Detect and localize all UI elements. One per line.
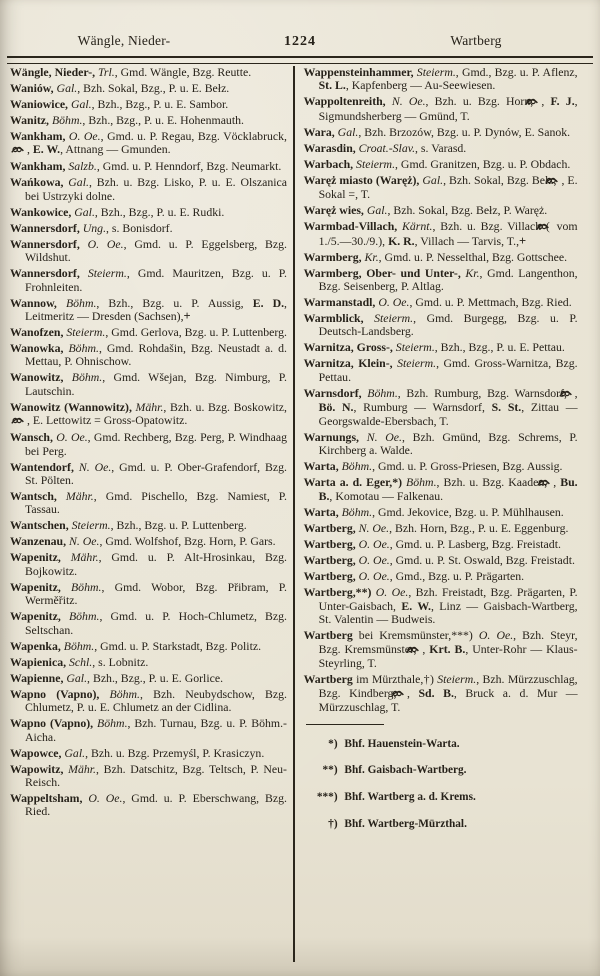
province-abbrev: Gal. bbox=[334, 124, 359, 139]
entry-text: , Bzh., Bzg., P. u. E. Hohenmauth. bbox=[82, 113, 244, 127]
gazetteer-entry bbox=[10, 672, 287, 685]
entry-text: , bbox=[406, 685, 419, 700]
entry-text: , Bzh., Bzg., P. u. E. Sambor. bbox=[91, 97, 229, 111]
gazetteer-entry bbox=[10, 238, 287, 265]
gazetteer-entry bbox=[10, 160, 287, 173]
entry-headword: Warmberg, bbox=[303, 249, 362, 264]
entry-text: , Bzh. Freistadt, Bzg. Prägarten, P. Unter-Gaisbach, bbox=[318, 585, 578, 613]
gazetteer-entry bbox=[10, 66, 287, 79]
gazetteer-entry bbox=[10, 326, 287, 339]
gazetteer-entry bbox=[10, 490, 287, 517]
entry-text: , Bzh., Bzg., P. u. E. Pettau. bbox=[434, 340, 565, 355]
entry-text: , Gmd. u. P. Alt-Hrosinkau, Bzg. Bojkowitz. bbox=[25, 550, 288, 578]
entry-headword: E. D. bbox=[252, 295, 285, 310]
entry-headword: Waręż wies, bbox=[303, 203, 364, 218]
entry-text: , s. Lobnitz. bbox=[92, 654, 149, 669]
province-abbrev: O. Oe. bbox=[79, 236, 124, 251]
entry-headword: Wanowitz, bbox=[10, 370, 64, 385]
province-abbrev: Kärnt. bbox=[397, 219, 433, 234]
entry-text: , Gmd., Bzg. u. P. Prägarten. bbox=[389, 569, 525, 584]
gazetteer-entry bbox=[10, 401, 287, 429]
entry-headword: Wansch, bbox=[10, 430, 53, 445]
province-abbrev: O. Oe. bbox=[375, 295, 410, 310]
entry-headword: Warmbad-Villach, bbox=[303, 219, 398, 234]
province-abbrev: Böhm. bbox=[93, 716, 128, 731]
footnotes-block bbox=[304, 724, 578, 832]
gazetteer-entry bbox=[304, 126, 578, 139]
entry-text: , bbox=[27, 142, 33, 157]
gazetteer-entry bbox=[10, 610, 287, 637]
province-abbrev: O. Oe. bbox=[355, 553, 390, 568]
gazetteer-entry bbox=[304, 673, 578, 714]
gazetteer-entry bbox=[10, 222, 287, 235]
entry-text: , Gmd. u. P. Eberschwang, Bzg. Ried. bbox=[25, 790, 287, 819]
gazetteer-entry bbox=[304, 522, 578, 535]
entry-text: , Bzh. Sokal, Bzg. Bełz, bbox=[443, 172, 560, 187]
province-abbrev: Steierm. bbox=[79, 266, 127, 281]
entry-headword: Warmblick, bbox=[303, 311, 364, 326]
entry-text: bei Kremsmünster,***) bbox=[352, 628, 473, 643]
province-abbrev: Gal. bbox=[71, 204, 95, 219]
gazetteer-entry bbox=[10, 206, 287, 219]
cross-mark: + bbox=[519, 233, 527, 248]
entry-headword: Wapenitz, bbox=[10, 579, 61, 594]
entry-text: , Gmd. Rohdašin, Bzg. Neustadt a. d. Mettau, P. Ohnischow. bbox=[25, 341, 288, 369]
gazetteer-entry bbox=[304, 174, 578, 202]
entry-text: , Gmd. Wängle, Bzg. Reutte. bbox=[114, 65, 252, 79]
entry-headword: Wapno (Vapno), bbox=[10, 716, 94, 731]
entry-text: , Gmd. u. P. Starkstadt, Bzg. Politz. bbox=[94, 638, 262, 653]
province-abbrev: O. Oe. bbox=[52, 430, 88, 445]
province-abbrev: Steierm. bbox=[433, 672, 477, 687]
entry-text: , Bzh. Mürzzuschlag, Bzg. Kindberg, bbox=[318, 672, 578, 700]
left-column bbox=[10, 66, 293, 962]
entry-text: , Bzh. Rumburg, Bzg. Warnsdorf, bbox=[397, 385, 573, 400]
entry-text: , E. Lettowitz = Gross-Opatowitz. bbox=[27, 413, 188, 428]
two-column-text-block bbox=[10, 66, 592, 962]
province-abbrev: Gal. bbox=[63, 670, 88, 685]
entry-headword: Wannersdorf, bbox=[10, 220, 80, 235]
entry-headword: E. W. bbox=[401, 598, 431, 613]
entry-headword: Warbach, bbox=[303, 156, 354, 171]
gazetteer-entry bbox=[10, 98, 287, 111]
province-abbrev: Kr. bbox=[460, 265, 480, 280]
gazetteer-entry bbox=[10, 763, 287, 790]
gazetteer-entry bbox=[304, 506, 578, 519]
page-number: 1224 bbox=[284, 34, 316, 49]
entry-text: , Gmd. Wšejan, Bzg. Nimburg, P. Lautschin. bbox=[25, 370, 287, 398]
entry-text: , Gmd. u. P. Regau, Bzg. Vöcklabruck, bbox=[100, 129, 287, 143]
gazetteer-entry bbox=[10, 461, 287, 488]
gazetteer-entry bbox=[304, 142, 578, 155]
entry-headword: Wappeltsham, bbox=[10, 790, 83, 805]
entry-headword: Wapno (Vapno), bbox=[10, 686, 100, 701]
entry-headword: Wantsch, bbox=[10, 489, 57, 504]
gazetteer-entry bbox=[10, 371, 287, 398]
province-abbrev: Böhm. bbox=[338, 459, 373, 474]
gazetteer-entry bbox=[10, 342, 287, 369]
gazetteer-entry bbox=[10, 519, 287, 532]
footnote-text: Bhf. Hauenstein-Warta. bbox=[341, 737, 460, 750]
province-abbrev: Gal. bbox=[63, 175, 89, 190]
header-double-rule bbox=[7, 56, 593, 64]
gazetteer-entry bbox=[304, 158, 578, 171]
province-abbrev: Trl. bbox=[95, 65, 115, 79]
entry-text: , Bzh. u. Bzg. Villach ( bbox=[432, 219, 550, 234]
footnote-marker: *) bbox=[328, 737, 338, 750]
gazetteer-entry bbox=[304, 476, 578, 504]
entry-text: , Gmd. Mauritzen, Bzg. u. P. Frohnleiten. bbox=[25, 266, 287, 294]
entry-headword: St. L. bbox=[318, 78, 346, 93]
gazetteer-entry bbox=[10, 640, 287, 653]
entry-text: im Mürzthale,†) bbox=[352, 672, 434, 687]
entry-headword: Bö. N. bbox=[318, 400, 354, 415]
entry-headword: E. W. bbox=[32, 142, 61, 157]
right-column bbox=[295, 66, 578, 962]
entry-headword: Wanowitz (Wannowitz), bbox=[10, 399, 132, 414]
province-abbrev: Steierm. bbox=[63, 325, 106, 340]
gazetteer-entry bbox=[304, 387, 578, 428]
entry-headword: Wannow, bbox=[10, 295, 57, 310]
entry-text: , bbox=[541, 94, 551, 109]
entry-text: , Bzh. u. Bzg. Horn, bbox=[425, 94, 540, 109]
province-abbrev: Böhm. bbox=[338, 505, 373, 520]
entry-text: , Bzh. Sokal, Bzg. Bełz, P. Waręż. bbox=[387, 203, 548, 218]
gazetteer-entry bbox=[10, 114, 287, 127]
entry-headword: Warmberg, Ober- und Unter-, bbox=[303, 265, 461, 280]
entry-text: , Gmd. u. P. Mettmach, Bzg. Ried. bbox=[409, 295, 572, 310]
province-abbrev: Gal. bbox=[53, 81, 78, 95]
entry-headword: Bu. B. bbox=[318, 475, 578, 504]
entry-text: , Bzh. u. Bzg. Kaaden, bbox=[436, 475, 552, 490]
gazetteer-entry bbox=[10, 717, 287, 744]
province-abbrev: N. Oe. bbox=[66, 534, 100, 549]
entry-text: , Komotau — Falkenau. bbox=[329, 489, 444, 504]
province-abbrev: Böhm. bbox=[63, 341, 99, 356]
entry-headword: Waręż miasto (Waręż), bbox=[303, 172, 420, 187]
entry-headword: Wankham, bbox=[10, 129, 66, 143]
entry-text: , Leitmeritz — Dresden (Sachsen), bbox=[25, 295, 287, 324]
running-head-right: Wartberg bbox=[450, 33, 502, 48]
entry-headword: Wartberg, bbox=[303, 521, 356, 536]
entry-headword: Wankowice, bbox=[10, 204, 72, 219]
entry-text: , Villach — Tarvis, T., bbox=[414, 233, 520, 248]
province-abbrev: Mähr. bbox=[63, 761, 96, 776]
province-abbrev: Steierm. bbox=[68, 518, 111, 533]
entry-headword: Wartberg,**) bbox=[303, 585, 372, 600]
entry-headword: Wanowka, bbox=[10, 341, 64, 356]
entry-text: , Bruck a. d. Mur — Mürzzuschlag, T. bbox=[318, 685, 578, 714]
entry-headword: Wankham, bbox=[10, 159, 66, 174]
gazetteer-entry bbox=[10, 747, 287, 760]
province-abbrev: Böhm. bbox=[402, 475, 437, 490]
gazetteer-entry bbox=[304, 251, 578, 264]
running-head-left: Wängle, Nieder- bbox=[77, 33, 171, 48]
gazetteer-entry bbox=[10, 656, 287, 669]
entry-text: , Linz — Gaisbach-Wartberg, St. Valentin — Budweis. bbox=[318, 598, 578, 627]
entry-text: , Bzh. Datschitz, Bzg. Teltsch, P. Neu-Reisch. bbox=[25, 761, 287, 789]
entry-headword: Krt. B. bbox=[429, 641, 466, 656]
footnote-marker: ***) bbox=[316, 791, 338, 804]
gazetteer-entry bbox=[304, 296, 578, 309]
gazetteer-entry bbox=[10, 792, 287, 819]
entry-headword: Wapenka, bbox=[10, 638, 61, 653]
province-abbrev: Steierm. bbox=[363, 311, 414, 326]
gazetteer-entry bbox=[10, 431, 287, 458]
entry-text: , Gmd. u. P. St. Oswald, Bzg. Freistadt. bbox=[389, 553, 575, 568]
province-abbrev: Böhm. bbox=[63, 370, 103, 385]
entry-headword: Wapienica, bbox=[10, 654, 67, 669]
entry-headword: Wara, bbox=[303, 124, 335, 139]
entry-text: , Gmd. Jekovice, Bzg. u. P. Mühlhausen. bbox=[372, 505, 564, 520]
footnote-line bbox=[304, 763, 578, 779]
running-head bbox=[8, 33, 592, 50]
entry-text: , Bzh. Sokal, Bzg., P. u. E. Bełz. bbox=[77, 81, 230, 95]
entry-text: , Bzh. Gmünd, Bzg. Schrems, P. Kirchberg a. Walde. bbox=[318, 429, 578, 458]
province-abbrev: O. Oe. bbox=[472, 628, 514, 643]
entry-headword: Wartberg bbox=[303, 628, 353, 643]
entry-headword: Warmanstadl, bbox=[303, 295, 376, 310]
entry-text: , bbox=[574, 385, 578, 400]
entry-text: , bbox=[422, 641, 430, 656]
entry-headword: S. St. bbox=[491, 400, 522, 415]
province-abbrev: N. Oe. bbox=[73, 459, 112, 474]
entry-headword: Waniowice, bbox=[10, 97, 68, 111]
entry-text: , Bzh., Bzg., P. u. E. Gorlice. bbox=[87, 670, 224, 685]
entry-headword: Wantendorf, bbox=[10, 459, 74, 474]
gazetteer-entry bbox=[304, 95, 578, 123]
entry-headword: Wängle, Nieder-, bbox=[10, 65, 96, 79]
province-abbrev: Böhm. bbox=[60, 638, 95, 653]
gazetteer-entry bbox=[304, 629, 578, 670]
entry-headword: Wartberg, bbox=[303, 553, 356, 568]
gazetteer-entry bbox=[304, 220, 578, 248]
entry-headword: K. R. bbox=[388, 233, 415, 248]
gazetteer-entry bbox=[304, 66, 578, 93]
entry-text: , Bzh. u. Bzg. Boskowitz, bbox=[163, 399, 287, 414]
entry-text: , Bzh. Neubydschow, Bzg. Chlumetz, P. u. E. Chlumetz an der Cidlina. bbox=[25, 686, 287, 715]
entry-headword: Wańkowa, bbox=[10, 175, 64, 190]
province-abbrev: O. Oe. bbox=[65, 129, 101, 143]
gazetteer-entry bbox=[304, 570, 578, 583]
gazetteer-entry bbox=[304, 460, 578, 473]
gazetteer-entry bbox=[304, 586, 578, 626]
entry-headword: Wappoltenreith, bbox=[303, 94, 386, 109]
province-abbrev: O. Oe. bbox=[371, 585, 409, 600]
province-abbrev: Böhm. bbox=[60, 579, 102, 594]
province-abbrev: Böhm. bbox=[56, 295, 97, 310]
gazetteer-entry bbox=[304, 267, 578, 294]
entry-text: , Gmd. u. P. Gross-Priesen, Bzg. Aussig. bbox=[372, 459, 563, 474]
entry-headword: Wanofzen, bbox=[10, 325, 64, 340]
province-abbrev: Ung. bbox=[79, 220, 107, 235]
gazetteer-entry bbox=[10, 297, 287, 324]
entry-headword: Warta, bbox=[303, 505, 339, 520]
gazetteer-entry bbox=[304, 204, 578, 217]
entry-headword: Warta, bbox=[303, 459, 339, 474]
entry-text: , Bzh. u. Bzg. Przemyśl, P. Krasiczyn. bbox=[85, 745, 265, 760]
entry-text: , s. Varasd. bbox=[415, 140, 467, 155]
gazetteer-entry bbox=[304, 312, 578, 339]
entry-text: , Rumburg — Warnsdorf, bbox=[353, 400, 492, 415]
entry-headword: Wapowce, bbox=[10, 745, 62, 760]
entry-text: , Gmd. Gross-Warnitza, Bzg. Pettau. bbox=[318, 356, 578, 384]
footnote-line bbox=[304, 790, 578, 806]
entry-text: , Gmd. u. P. Lasberg, Bzg. Freistadt. bbox=[389, 537, 561, 552]
cross-mark: + bbox=[183, 309, 191, 324]
footnote-marker: **) bbox=[322, 764, 338, 777]
entry-headword: Wapenitz, bbox=[10, 550, 61, 565]
province-abbrev: Steierm. bbox=[353, 156, 396, 171]
entry-text: , E. Sokal =, T. bbox=[318, 172, 578, 202]
entry-headword: Waniów, bbox=[10, 81, 54, 95]
entry-headword: Warnitza, Klein-, bbox=[303, 356, 393, 371]
province-abbrev: Schl. bbox=[66, 654, 93, 669]
entry-headword: Wartberg bbox=[303, 672, 353, 687]
entry-text: , Bzh., Bzg. u. P. Luttenberg. bbox=[110, 518, 247, 533]
entry-headword: Wannersdorf, bbox=[10, 266, 80, 281]
entry-headword: Warnungs, bbox=[303, 429, 359, 444]
entry-text: , Sigmundsherberg — Gmünd, T. bbox=[318, 94, 578, 123]
gazetteer-entry bbox=[10, 688, 287, 715]
province-abbrev: O. Oe. bbox=[82, 790, 123, 805]
entry-text: , Gmd. u. P. Nesselthal, Bzg. Gottschee. bbox=[378, 249, 568, 264]
gazetteer-entry bbox=[10, 176, 287, 203]
gazetteer-entry bbox=[10, 551, 287, 578]
entry-text: , Bzh. Brzozów, Bzg. u. P. Dynów, E. Sanok. bbox=[358, 124, 571, 139]
footnote-text: Bhf. Wartberg a. d. Krems. bbox=[341, 791, 476, 804]
gazetteer-entry bbox=[304, 538, 578, 551]
gazetteer-entry bbox=[10, 82, 287, 95]
gazetteer-entry bbox=[304, 341, 578, 354]
province-abbrev: Croat.-Slav. bbox=[355, 140, 416, 155]
entry-text: , Gmd. u. P. Eggelsberg, Bzg. Wildshut. bbox=[25, 236, 288, 265]
gazetteer-entry bbox=[304, 431, 578, 458]
province-abbrev: Steierm. bbox=[392, 340, 435, 355]
entry-text: , Unter-Rohr — Klaus-Steyrling, T. bbox=[318, 641, 578, 671]
entry-headword: Wantschen, bbox=[10, 518, 69, 533]
footnote-marker: †) bbox=[328, 818, 338, 830]
footnote-text: Bhf. Wartberg-Mürzthal. bbox=[341, 818, 467, 830]
entry-text: , Bzh. u. Bzg. Lisko, P. u. E. Olszanica bei Ustrzyki dolne. bbox=[25, 175, 287, 203]
footnote-line bbox=[304, 737, 578, 753]
province-abbrev: Mähr. bbox=[131, 399, 164, 414]
entry-headword: Sd. B. bbox=[418, 685, 454, 700]
entry-text: , Bzh. Horn, Bzg., P. u. E. Eggenburg. bbox=[389, 521, 569, 536]
province-abbrev: N. Oe. bbox=[385, 94, 426, 109]
entry-headword: Wanzenau, bbox=[10, 534, 67, 549]
province-abbrev: Kr. bbox=[361, 249, 379, 264]
entry-text: vom 1./5.—30./9.), bbox=[318, 219, 578, 248]
province-abbrev: Mähr. bbox=[60, 550, 99, 565]
province-abbrev: O. Oe. bbox=[355, 537, 390, 552]
gazetteer-entry bbox=[10, 581, 287, 608]
entry-headword: Wanitz, bbox=[10, 113, 49, 127]
entry-text: , Gmd. Pischello, Bzg. Namiest, P. Tassau. bbox=[25, 489, 288, 517]
entry-text: , Gmd. u. P. Hoch-Chlumetz, Bzg. Seltschan. bbox=[25, 609, 288, 637]
entry-text: , Gmd. Gerlova, Bzg. u. P. Luttenberg. bbox=[105, 325, 287, 340]
entry-headword: Warnsdorf, bbox=[303, 385, 362, 400]
entry-text: , Gmd. u. P. Henndorf, Bzg. Neumarkt. bbox=[96, 159, 282, 174]
entry-text: , Gmd. Langenthon, Bzg. Seisenberg, P. Altlag. bbox=[318, 265, 578, 294]
entry-headword: Warasdin, bbox=[303, 140, 356, 155]
entry-headword: Wapienne, bbox=[10, 670, 64, 685]
entry-headword: Wartberg, bbox=[303, 537, 356, 552]
gazetteer-entry bbox=[10, 130, 287, 158]
entry-text: , Gmd. Rechberg, Bzg. Perg, P. Windhaag bei Perg. bbox=[25, 430, 288, 458]
entry-text: , Bzh., Bzg. u. P. Aussig, bbox=[96, 295, 253, 310]
province-abbrev: Gal. bbox=[68, 97, 92, 111]
province-abbrev: O. Oe. bbox=[355, 569, 390, 584]
province-abbrev: Böhm. bbox=[49, 113, 83, 127]
footnote-text: Bhf. Gaisbach-Wartberg. bbox=[341, 764, 467, 777]
entry-text: , Gmd. Wobor, Bzg. Přibram, P. Werměřitz. bbox=[25, 579, 287, 608]
province-abbrev: Gal. bbox=[363, 203, 388, 218]
province-abbrev: Gal. bbox=[61, 745, 86, 760]
entry-text: , s. Bonisdorf. bbox=[106, 220, 173, 235]
province-abbrev: N. Oe. bbox=[355, 521, 390, 536]
province-abbrev: Steierm. bbox=[392, 356, 437, 371]
entry-headword: Wannersdorf, bbox=[10, 236, 80, 251]
gazetteer-entry bbox=[10, 267, 287, 294]
entry-headword: Wartberg, bbox=[303, 569, 356, 584]
province-abbrev: Böhm. bbox=[361, 385, 398, 400]
province-abbrev: Mähr. bbox=[56, 489, 94, 504]
entry-text: , Bzh. Steyr, Bzg. Kremsmünster, bbox=[318, 628, 578, 656]
province-abbrev: Gal. bbox=[419, 172, 444, 187]
footnote-separator-rule bbox=[306, 724, 384, 725]
entry-headword: Wapowitz, bbox=[10, 761, 64, 776]
footnote-line bbox=[304, 817, 578, 833]
entry-text: , Gmd. Granitzen, Bzg. u. P. Obdach. bbox=[395, 156, 571, 171]
entry-headword: Warnitza, Gross-, bbox=[303, 340, 393, 355]
province-abbrev: N. Oe. bbox=[359, 429, 402, 444]
entry-headword: Wappensteinhammer, bbox=[303, 65, 414, 79]
province-abbrev: Salzb. bbox=[65, 159, 97, 174]
province-abbrev: Böhm. bbox=[60, 609, 100, 624]
entry-text: , Gmd. u. P. Ober-Grafendorf, Bzg. St. Pölten. bbox=[25, 459, 288, 488]
entry-text: , Gmd. Wolfshof, Bzg. Horn, P. Gars. bbox=[99, 534, 276, 549]
province-abbrev: Steierm. bbox=[413, 65, 456, 79]
entry-text: , bbox=[553, 475, 561, 490]
gazetteer-entry bbox=[10, 535, 287, 548]
gazetteer-entry bbox=[304, 357, 578, 384]
province-abbrev: Böhm. bbox=[99, 686, 140, 701]
gazetteer-entry bbox=[304, 554, 578, 567]
entry-text: , Gmd., Bzg. u. P. Aflenz, bbox=[455, 65, 578, 79]
entry-text: , Zittau — Georgswalde-Ebersbach, T. bbox=[318, 400, 578, 428]
entry-text: , Kapfenberg — Au-Seewiesen. bbox=[345, 78, 496, 93]
entry-headword: F. J. bbox=[550, 94, 575, 109]
entry-text: , Gmd. Burgegg, Bzg. u. P. Deutsch-Landsberg. bbox=[318, 311, 578, 339]
entry-headword: Warta a. d. Eger,*) bbox=[303, 475, 403, 490]
entry-text: , Bzh., Bzg., P. u. E. Rudki. bbox=[94, 204, 225, 219]
entry-text: , Bzh. Turnau, Bzg. u. P. Böhm.-Aicha. bbox=[25, 716, 287, 744]
entry-headword: Wapenitz, bbox=[10, 609, 61, 624]
entry-text: , Attnang — Gmunden. bbox=[60, 142, 171, 157]
